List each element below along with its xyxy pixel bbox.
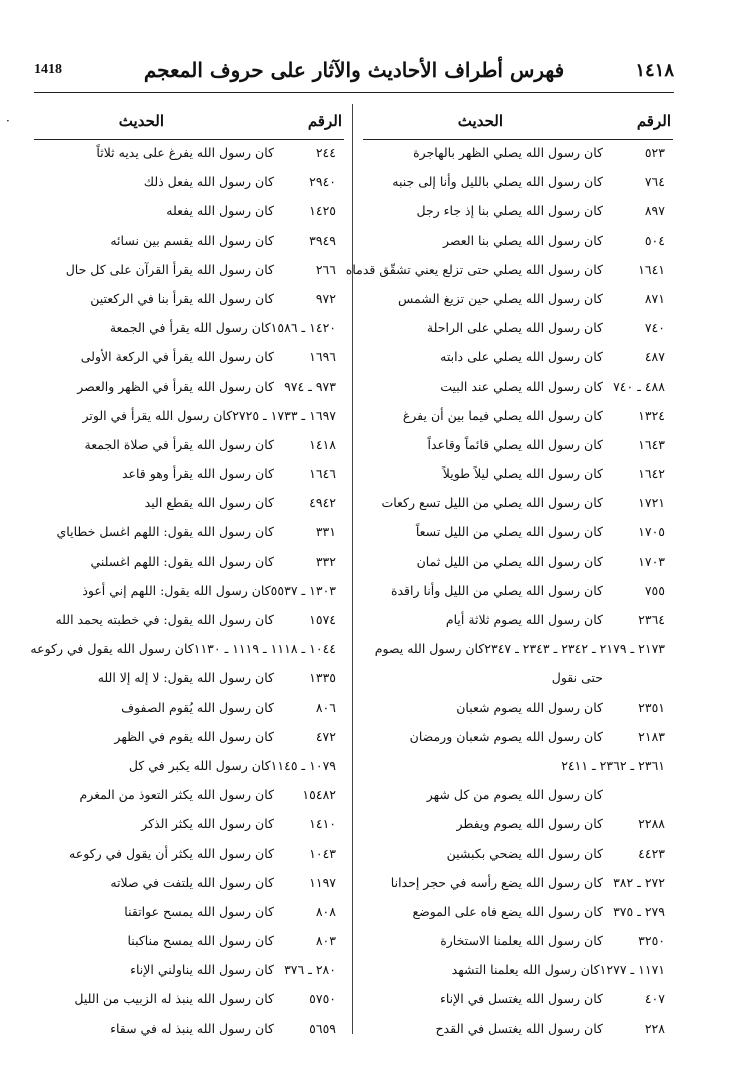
entry-row xyxy=(30,634,344,663)
entry-row xyxy=(363,722,673,751)
entry-text: كان رسول الله يصلي بنا إذ جاء رجل xyxy=(416,203,603,219)
entry-row xyxy=(363,605,673,634)
entry-text: كان رسول الله يلتفت في صلاته xyxy=(110,874,274,890)
entry-number: ٥٢٣ xyxy=(644,145,665,160)
entry-row xyxy=(363,634,673,663)
entry-number: ٩٧٢ xyxy=(315,290,336,306)
entry-text: كان رسول الله يقول: اللهم اغسلني xyxy=(90,553,274,569)
entry-number: ٧٦٤ xyxy=(644,174,665,190)
entry-row xyxy=(34,430,344,459)
entry-number: ١٤١٨ xyxy=(309,436,336,452)
entry-text: كان رسول الله يغتسل في القدح xyxy=(435,1020,603,1036)
entry-text: كان رسول الله يكبر في كل xyxy=(128,757,271,773)
entry-row xyxy=(34,488,344,517)
entry-number: ٩٧٣ ـ ٩٧٤ xyxy=(284,378,336,394)
entry-row xyxy=(34,1014,344,1043)
entry-text: كان رسول الله يقول: اللهم إني أعوذ xyxy=(82,582,271,598)
page-title: فهرس أطراف الأحاديث والآثار على حروف المعجم xyxy=(143,58,565,82)
entry-number: ٤٤٢٣ xyxy=(638,845,665,861)
entry-number: ٤٧٢ xyxy=(315,728,336,744)
entry-row xyxy=(363,868,673,897)
entry-number: ٨٧١ xyxy=(644,290,665,306)
entry-text: كان رسول الله يصلي ليلاً طويلاً xyxy=(442,466,603,482)
entry-text: كان رسول الله يفعل ذلك xyxy=(143,174,274,190)
entry-number: ٢٤٤ xyxy=(315,145,336,160)
entry-list xyxy=(345,138,673,1043)
entry-number: ١٠٧٩ ـ ١١٤٥ xyxy=(270,757,336,773)
entry-number: ٢٧٢ ـ ٣٨٢ xyxy=(613,874,665,890)
page-number-latin: 1418 xyxy=(34,62,62,77)
entry-text: كان رسول الله يقول: اللهم اغسل خطاياي xyxy=(56,524,274,540)
entry-number: ٢١٨٣ xyxy=(638,728,665,744)
entry-row xyxy=(34,839,344,868)
entry-text: كان رسول الله يقول في ركوعه xyxy=(30,641,194,657)
entry-number: ٥٧٥٠ xyxy=(309,991,336,1007)
entry-row xyxy=(363,809,673,838)
entry-row xyxy=(363,839,673,868)
entry-number: ٧٥٥ xyxy=(644,582,665,598)
entry-text: كان رسول الله يصلي حتى تزلع يعني تشقّق قدماه xyxy=(345,261,603,277)
entry-number: ٨٠٦ xyxy=(315,699,336,715)
entry-number: ١٦٩٧ ـ ١٧٣٣ ـ ٢٧٢٥ xyxy=(232,407,336,423)
entry-row xyxy=(363,401,673,430)
entry-text: كان رسول الله يقرأ في الركعة الأولى xyxy=(80,349,274,365)
entry-text: كان رسول الله يكثر التعوذ من المغرم xyxy=(79,787,274,803)
entry-number: ١٣٢٤ xyxy=(638,407,665,423)
entry-row xyxy=(34,926,344,955)
page-number-arabic: ١٤١٨ xyxy=(635,60,674,81)
entry-text: كان رسول الله يقول: لا إله إلا الله xyxy=(97,670,274,686)
entry-text: كان رسول الله يصلي قائماً وقاعداً xyxy=(427,436,603,452)
entry-number: ١٠٤٤ ـ ١١١٨ ـ ١١١٩ ـ ١١٣٠ xyxy=(193,641,336,657)
entry-text: كان رسول الله يصلي من الليل وأنا راقدة xyxy=(390,582,603,598)
entry-row xyxy=(363,663,673,692)
entry-row xyxy=(363,926,673,955)
entry-row xyxy=(34,284,344,313)
entry-number: ١١٩٧ xyxy=(309,874,336,890)
entry-row xyxy=(363,138,673,167)
entry-number: ١٦٤١ xyxy=(638,261,665,277)
entry-number: ٢٣٦٤ xyxy=(638,612,665,627)
entry-text: كان رسول الله يصوم ويفطر xyxy=(456,816,603,832)
entry-text: كان رسول الله يصلي بنا العصر xyxy=(443,232,603,248)
entry-number: ٤٨٨ ـ ٧٤٠ xyxy=(613,378,665,394)
entry-number: ٣٩٤٩ xyxy=(309,232,336,248)
entry-number: ٥٠٤ xyxy=(644,232,665,248)
entry-number: ٧٤٠ xyxy=(644,320,665,336)
num-header: الرقم xyxy=(307,112,342,130)
entry-text: كان رسول الله يناولني الإناء xyxy=(130,962,274,978)
entry-row xyxy=(363,284,673,313)
entry-text: كان رسول الله يصلي من الليل تسع ركعات xyxy=(381,495,603,511)
entry-number: ١٧٢١ xyxy=(638,495,665,511)
right-column xyxy=(345,104,673,1043)
entry-row xyxy=(34,167,344,196)
entry-text: كان رسول الله يقول: في خطبته يحمد الله xyxy=(55,612,274,627)
entry-number: ٣٢٥٠ xyxy=(638,933,665,949)
entry-row xyxy=(363,693,673,722)
entry-text: كان رسول الله يصوم من كل شهر xyxy=(426,787,603,803)
column-header xyxy=(34,104,344,138)
entry-text: حتى نقول xyxy=(551,670,603,686)
entry-number: ١٧٠٣ xyxy=(638,553,665,569)
entry-row xyxy=(34,897,344,926)
entry-row xyxy=(363,517,673,546)
entry-number: ٤٠٧ xyxy=(644,991,665,1007)
entry-number: ٢٢٨ xyxy=(644,1020,665,1036)
entry-number: ١٠٤٣ xyxy=(309,845,336,861)
entry-row xyxy=(34,809,344,838)
entry-text: كان رسول الله يصلي فيما بين أن يفرغ xyxy=(402,407,603,423)
entry-text: كان رسول الله ينبذ له في سقاء xyxy=(110,1020,274,1036)
entry-text: كان رسول الله يفعله xyxy=(166,203,274,219)
entry-number: ١٤٢٠ ـ ١٥٨٦ xyxy=(270,320,336,336)
entry-row xyxy=(34,868,344,897)
entry-text: كان رسول الله يقوم في الظهر xyxy=(114,728,274,744)
entry-row xyxy=(34,196,344,225)
entry-text: كان رسول الله يقرأ في الوتر xyxy=(82,407,233,423)
entry-row xyxy=(363,372,673,401)
entry-row xyxy=(363,984,673,1013)
entry-number: ٢٨٠ ـ ٣٧٦ xyxy=(284,962,336,978)
entry-row xyxy=(363,488,673,517)
entry-number: ١٦٩٦ xyxy=(309,349,336,365)
entry-text: كان رسول الله يقرأ بنا في الركعتين xyxy=(90,290,274,306)
entry-text: كان رسول الله يقرأ في صلاة الجمعة xyxy=(84,436,274,452)
entry-text: كان رسول الله يصلي على الراحلة xyxy=(426,320,603,336)
text-header: الحديث xyxy=(457,112,503,130)
entry-number: ٢٦٦ xyxy=(315,261,336,277)
entry-text: كان رسول الله يضع فاه على الموضع xyxy=(412,903,603,919)
entry-text: كان رسول الله يقرأ في الجمعة xyxy=(109,320,271,336)
entry-text: كان رسول الله يغتسل في الإناء xyxy=(439,991,603,1007)
entry-row xyxy=(34,663,344,692)
entry-text: كان رسول الله يصلي بالليل وأنا إلى جنبه xyxy=(392,174,603,190)
entry-row xyxy=(34,780,344,809)
entry-text: كان رسول الله يصلي عند البيت xyxy=(440,378,603,394)
entry-row xyxy=(34,372,344,401)
entry-text: كان رسول الله يضع رأسه في حجر إحدانا xyxy=(390,874,603,890)
entry-text: كان رسول الله يكثر الذكر xyxy=(141,816,274,832)
entry-text: كان رسول الله يصوم ثلاثة أيام xyxy=(445,612,603,627)
entry-row xyxy=(34,722,344,751)
entry-text: كان رسول الله يقرأ وهو قاعد xyxy=(121,466,274,482)
entry-row xyxy=(363,226,673,255)
entry-row xyxy=(34,955,344,984)
entry-row xyxy=(363,897,673,926)
entry-number: ١١٧١ ـ ١٢٧٧ xyxy=(599,962,665,978)
entry-row xyxy=(34,313,344,342)
margin-mark: · xyxy=(6,114,10,128)
entry-row xyxy=(34,255,344,284)
entry-row xyxy=(34,226,344,255)
entry-text: كان رسول الله يصلي حين تزيغ الشمس xyxy=(398,290,603,306)
entry-row xyxy=(363,780,673,809)
entry-number: ٢١٧٣ ـ ٢١٧٩ ـ ٢٣٤٢ ـ ٢٣٤٣ ـ ٢٣٤٧ xyxy=(484,641,665,657)
entry-row xyxy=(345,255,673,284)
entry-row xyxy=(363,751,673,780)
entry-text: كان رسول الله يُقوم الصفوف xyxy=(121,699,274,715)
entry-number: ٨٩٧ xyxy=(644,203,665,219)
entry-text: كان رسول الله يفرغ على يديه ثلاثاً xyxy=(96,145,274,160)
entry-text: كان رسول الله يمسح عواتقنا xyxy=(124,903,274,919)
entry-row xyxy=(363,459,673,488)
entry-text: كان رسول الله يقطع اليد xyxy=(144,495,274,511)
entry-number: ١٦٤٢ xyxy=(638,466,665,482)
entry-row xyxy=(34,576,344,605)
entry-number: ١٥٤٨٢ xyxy=(302,787,336,803)
entry-text: كان رسول الله يصلي من الليل تسعاً xyxy=(415,524,603,540)
entry-row xyxy=(34,342,344,371)
entry-text: كان رسول الله يعلمنا التشهد xyxy=(451,962,600,978)
entry-row xyxy=(363,313,673,342)
entry-row xyxy=(34,138,344,167)
entry-text: كان رسول الله يقسم بين نسائه xyxy=(110,232,274,248)
entry-row xyxy=(34,401,344,430)
entry-row xyxy=(34,605,344,634)
entry-number: ١٣٠٣ ـ ٥٥٣٧ xyxy=(270,582,336,598)
entry-number: ٢٢٨٨ xyxy=(638,816,665,832)
entry-row xyxy=(34,547,344,576)
header-rule xyxy=(34,92,674,93)
entry-row xyxy=(363,1014,673,1043)
entry-number: ٣٣٢ xyxy=(315,553,336,569)
entry-text: كان رسول الله يمسح مناكبنا xyxy=(127,933,274,949)
entry-row xyxy=(363,576,673,605)
entry-row xyxy=(34,517,344,546)
entry-row xyxy=(34,751,344,780)
entry-number: ٢٩٤٠ xyxy=(309,174,336,190)
left-column xyxy=(30,104,344,1043)
entry-text: كان رسول الله يصلي الظهر بالهاجرة xyxy=(413,145,603,160)
entry-row xyxy=(34,984,344,1013)
entry-text: كان رسول الله يقرأ القرآن على كل حال xyxy=(65,261,274,277)
entry-number: ١٦٤٦ xyxy=(309,466,336,482)
entry-text: كان رسول الله يصلي على دابته xyxy=(440,349,603,365)
column-divider xyxy=(352,104,353,1034)
entry-row xyxy=(34,693,344,722)
entry-number: ١٦٤٣ xyxy=(638,436,665,452)
entry-text: كان رسول الله يصوم شعبان xyxy=(456,699,603,715)
entry-text: كان رسول الله يعلمنا الاستخارة xyxy=(440,933,603,949)
entry-number: ١٧٠٥ xyxy=(638,524,665,540)
entry-text: كان رسول الله يضحي بكبشين xyxy=(446,845,603,861)
entry-row xyxy=(363,547,673,576)
entry-row xyxy=(363,430,673,459)
entry-row xyxy=(363,196,673,225)
entry-number: ٢٣٥١ xyxy=(638,699,665,715)
entry-number: ١٤١٠ xyxy=(309,816,336,832)
running-header xyxy=(34,58,674,88)
entry-text: كان رسول الله يصوم شعبان ورمضان xyxy=(409,728,603,744)
entry-row xyxy=(363,342,673,371)
entry-number: ٤٨٧ xyxy=(644,349,665,365)
entry-number: ٢٣٦١ ـ ٢٣٦٢ ـ ٢٤١١ xyxy=(561,757,665,773)
entry-list xyxy=(30,138,344,1043)
entry-number: ٣٣١ xyxy=(315,524,336,540)
text-header: الحديث xyxy=(118,112,164,130)
entry-number: ١٥٧٤ xyxy=(309,612,336,627)
entry-number: ١٤٢٥ xyxy=(309,203,336,219)
entry-number: ٨٠٣ xyxy=(315,933,336,949)
entry-number: ٨٠٨ xyxy=(315,903,336,919)
entry-text: كان رسول الله ينبذ له الزبيب من الليل xyxy=(74,991,274,1007)
entry-number: ٤٩٤٢ xyxy=(309,495,336,511)
entry-number: ١٣٣٥ xyxy=(309,670,336,686)
entry-number: ٢٧٩ ـ ٣٧٥ xyxy=(613,903,665,919)
entry-text: كان رسول الله يصلي من الليل ثمان xyxy=(416,553,603,569)
entry-text: كان رسول الله يكثر أن يقول في ركوعه xyxy=(69,845,274,861)
entry-row xyxy=(34,459,344,488)
column-header xyxy=(363,104,673,138)
entry-text: كان رسول الله يصوم xyxy=(374,641,485,657)
entry-row xyxy=(363,955,673,984)
entry-number: ٥٦٥٩ xyxy=(309,1020,336,1036)
entry-text: كان رسول الله يقرأ في الظهر والعصر xyxy=(77,378,274,394)
entry-row xyxy=(363,167,673,196)
num-header: الرقم xyxy=(636,112,671,130)
